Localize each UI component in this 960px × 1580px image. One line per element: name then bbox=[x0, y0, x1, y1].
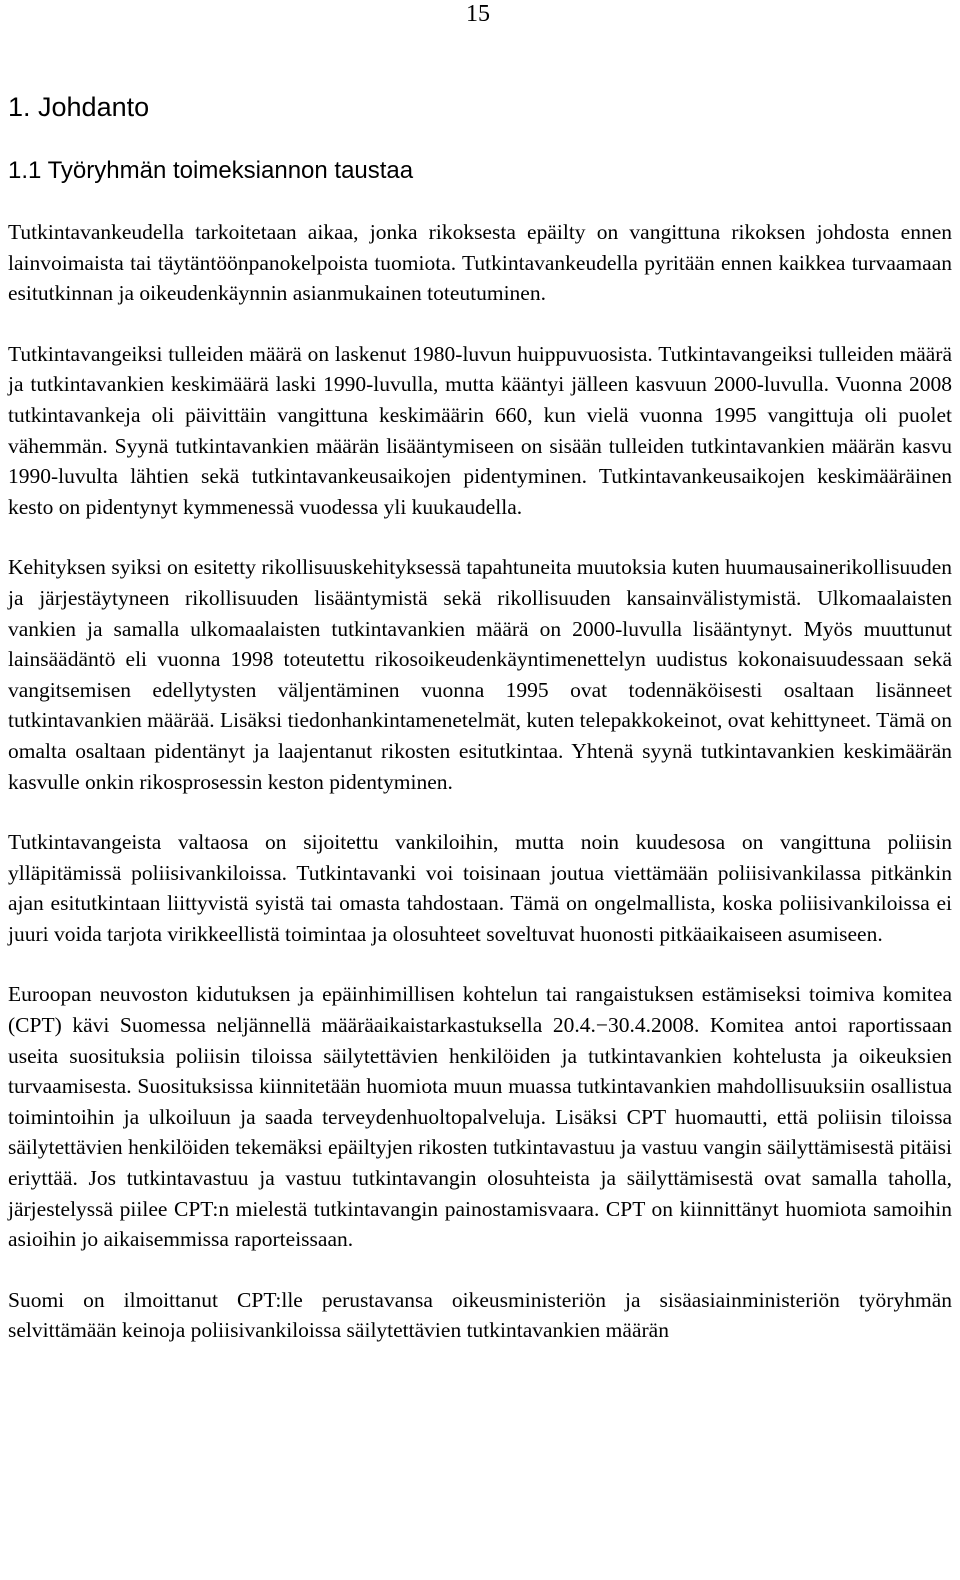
section-heading: 1.1 Työryhmän toimeksiannon taustaa bbox=[8, 157, 414, 184]
body-text bbox=[8, 217, 952, 1376]
paragraph-definition: Tutkintavankeudella tarkoitetaan aikaa, jonka rikoksesta epäilty on vangittuna rikoksen johdosta ennen lainvoimaista tai täytäntöönpanokelpoista tuomiota. Tutkintavankeudella pyritään ennen kaikkea turvaamaan esitutkinnan ja oikeudenkäynnin asianmukainen toteutuminen. bbox=[8, 220, 952, 306]
page-number: 15 bbox=[466, 1, 490, 27]
paragraph-cpt: Euroopan neuvoston kidutuksen ja epäinhimillisen kohtelun tai rangaistuksen estämiseksi toimiva komitea (CPT) kävi Suomessa neljännellä määräaikaistarkastuksella 20.4.−30.4.2008. Komitea antoi raportissaan useita suosituksia poliisin tiloissa säilytettävien henkilöiden ja tutkintavankien kohtelusta ja oikeuksien turvaamisesta. Suosituksissa kiinnitetään huomiota muun muassa tutkintavankien mahdollisuuksiin osallistua toimintoihin ja ulkoiluun ja saada terveydenhuoltopalveluja. Lisäksi CPT huomautti, että poliisin tiloissa säilytettävien henkilöiden tekemäksi epäiltyjen rikosten tutkintavastuu ja vastuu vangin säilyttämisestä pitäisi eriyttää. Jos tutkintavastuu ja vastuu tutkintavangin olosuhteista ja säilyttämisestä ovat samalla taholla, järjestelyssä piilee CPT:n mielestä tutkintavangin painostamisvaara. CPT on kiinnittänyt huomiota samoihin asioihin jo aikaisemmissa raporteissaan. bbox=[8, 982, 952, 1252]
paragraph-working-group: Suomi on ilmoittanut CPT:lle perustavansa oikeusministeriön ja sisäasiainministeriön työryhmän selvittämään keinoja poliisivankiloissa säilytettävien tutkintavankien määrän bbox=[8, 1287, 952, 1343]
chapter-heading: 1. Johdanto bbox=[8, 92, 150, 122]
paragraph-causes: Kehityksen syiksi on esitetty rikollisuuskehityksessä tapahtuneita muutoksia kuten huumausainerikollisuuden ja järjestäytyneen rikollisuuden lisääntymistä sekä rikollisuuden kansainvälistymistä. Ulkomaalaisten vankien ja samalla ulkomaalaisten tutkintavankien määrä on 2000-luvulla lisääntynyt. Myös muuttunut lainsäädäntö eli vuonna 1998 toteutettu rikosoikeudenkäyntimenettelyn uudistus kokonaisuudessaan sekä vangitsemisen edellytysten väljentäminen vuonna 1995 ovat todennäköisesti osaltaan lisänneet tutkintavankien määrää. Lisäksi tiedonhankintamenetelmät, kuten telepakkokeinot, ovat kehittyneet. Tämä on omalta osaltaan pidentänyt ja laajentanut rikosten esitutkintaa. Yhtenä syynä tutkintavankien keskimäärän kasvulle onkin rikosprosessin keston pidentyminen. bbox=[8, 555, 952, 794]
paragraph-statistics: Tutkintavangeiksi tulleiden määrä on laskenut 1980-luvun huippuvuosista. Tutkintavangeiksi tulleiden määrä ja tutkintavankien keskimäärä laski 1990-luvulla, mutta kääntyi jälleen kasvuun 2000-luvulla. Vuonna 2008 tutkintavankeja oli päivittäin vangittuna keskimäärin 660, kun vielä vuonna 1995 vangittuja oli puolet vähemmän. Syynä tutkintavankien määrän lisääntymiseen on sisään tulleiden tutkintavankien määrän kasvu 1990-luvulta lähtien sekä tutkintavankeusaikojen pidentyminen. Tutkintavankeusaikojen keskimääräinen kesto on pidentynyt kymmenessä vuodessa yli kuukaudella. bbox=[8, 341, 952, 519]
paragraph-police-prisons: Tutkintavangeista valtaosa on sijoitettu vankiloihin, mutta noin kuudesosa on vangittuna poliisin ylläpitämissä poliisivankiloissa. Tutkintavanki voi toisinaan joutua viettämään poliisivankilassa pitkänkin ajan esitutkintaan liittyvistä syistä tai omasta tahdostaan. Tämä on ongelmallista, koska poliisivankiloissa ei juuri voida tarjota virikkeellistä toimintaa ja olosuhteet soveltuvat huonosti pitkäaikaiseen asumiseen. bbox=[8, 830, 952, 946]
